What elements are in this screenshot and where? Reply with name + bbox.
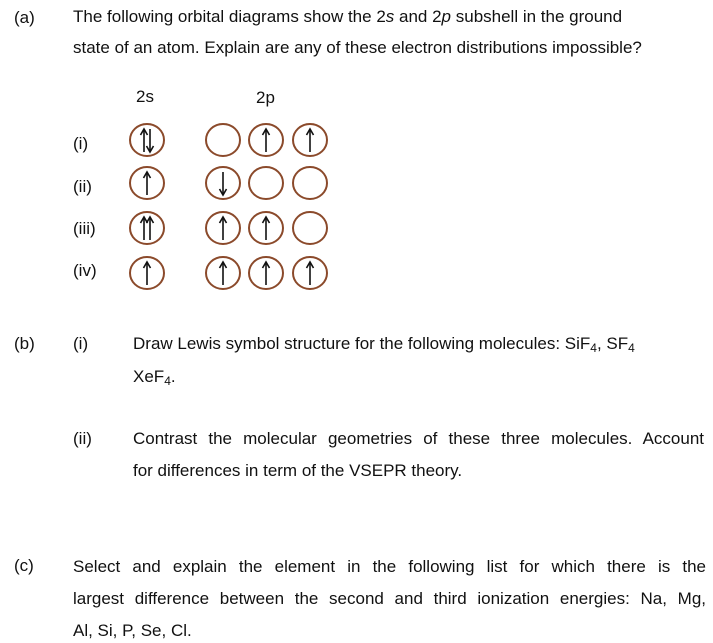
part-b-ii-line-2: for differences in term of the VSEPR theory. <box>133 461 463 480</box>
part-b-label: (b) <box>14 334 35 353</box>
part-b-i-label: (i) <box>73 334 89 353</box>
part-b-i-line-1: Draw Lewis symbol structure for the following molecules: SiF$_4$, $SF_4$ <box>133 334 635 355</box>
column-2s-label: 2s <box>136 87 154 106</box>
row-1-2p-orbital-1 <box>206 124 240 156</box>
part-a-line-2: state of an atom. Explain are any of these electron distributions impossible? <box>73 38 642 57</box>
row-3-2s-orbital <box>130 212 164 244</box>
row-label-ii: (ii) <box>73 177 92 196</box>
column-2p-label: 2p <box>256 88 275 107</box>
part-b-i-line-2: XeF$_4$. <box>133 367 176 388</box>
row-label-i: (i) <box>73 134 89 153</box>
part-c-label: (c) <box>14 556 34 575</box>
part-b-ii-line-1: Contrast the molecular geometries of these three molecules. Account <box>133 429 704 448</box>
row-2-2p-orbital-2 <box>249 167 283 199</box>
part-c-line-2: largest difference between the second and third ionization energies: Na, Mg, <box>73 589 706 608</box>
part-c-line-3: Al, Si, P, Se, Cl. <box>73 621 192 640</box>
row-label-iii: (iii) <box>73 219 96 238</box>
part-b-ii-label: (ii) <box>73 429 92 448</box>
row-3-2p-orbital-3 <box>293 212 327 244</box>
part-a-line-1: The following orbital diagrams show the 2s and 2p subshell in the ground <box>73 7 623 26</box>
row-2-2p-orbital-3 <box>293 167 327 199</box>
row-1-2s-orbital <box>130 124 164 156</box>
row-label-iv: (iv) <box>73 261 97 280</box>
part-c-line-1: Select and explain the element in the following list for which there is the <box>73 557 706 576</box>
part-a-label: (a) <box>14 8 35 27</box>
